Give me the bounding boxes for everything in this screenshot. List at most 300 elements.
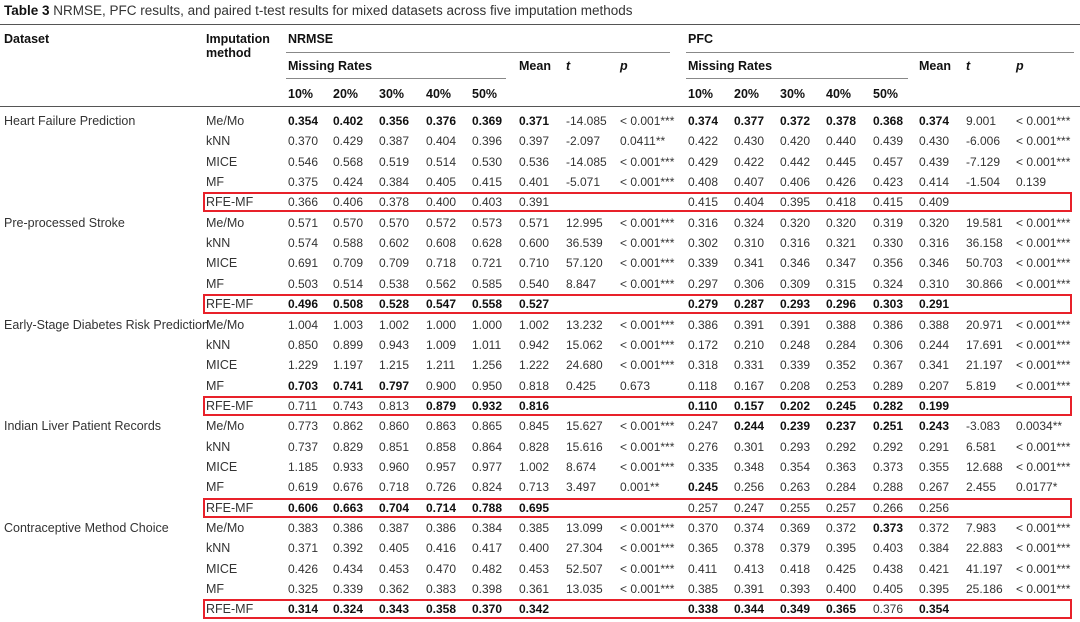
table-cell: 12.995 — [566, 215, 603, 230]
table-cell: 0.386 — [873, 317, 904, 332]
table-cell: 0.709 — [333, 256, 364, 271]
table-cell: 0.741 — [333, 378, 364, 393]
table-cell: 0.388 — [919, 317, 950, 332]
table-cell: < 0.001*** — [620, 459, 675, 474]
table-cell: 0.562 — [426, 276, 457, 291]
imputation-method: kNN — [206, 337, 231, 352]
table-cell: 0.354 — [919, 602, 950, 617]
missing-rate-header: 40% — [826, 87, 852, 101]
table-cell: 0.349 — [780, 602, 811, 617]
table-cell: 0.293 — [780, 439, 811, 454]
table-cell: 0.608 — [426, 236, 457, 251]
table-cell: 0.482 — [472, 561, 503, 576]
table-cell: < 0.001*** — [1016, 114, 1071, 128]
table-cell: 1.229 — [288, 358, 319, 373]
table-cell: < 0.001*** — [1016, 337, 1071, 352]
table-cell: 0.284 — [826, 480, 857, 495]
table-caption — [4, 3, 633, 18]
table-cell: 0.391 — [780, 317, 811, 332]
table-cell: 0.824 — [472, 480, 503, 495]
table-cell: 36.158 — [966, 236, 1003, 251]
table-cell: 22.883 — [966, 541, 1003, 556]
imputation-method: MF — [206, 480, 225, 495]
table-cell: 0.110 — [688, 398, 718, 413]
header-nrmse: NRMSE — [288, 32, 334, 46]
table-cell: 0.338 — [688, 602, 719, 617]
table-cell: 0.540 — [519, 276, 550, 291]
table-cell: 0.301 — [734, 439, 765, 454]
table-cell: 0.316 — [780, 236, 811, 251]
table-cell: 52.507 — [566, 561, 603, 576]
table-cell: 1.211 — [426, 358, 456, 373]
table-cell: 0.573 — [472, 215, 503, 230]
table-cell: 0.292 — [873, 439, 904, 454]
table-cell: 0.384 — [379, 175, 410, 190]
table-cell: 0.405 — [379, 541, 410, 556]
table-cell: < 0.001*** — [1016, 236, 1071, 251]
table-cell: 0.406 — [333, 195, 364, 210]
table-cell: 0.828 — [519, 439, 550, 454]
table-cell: 9.001 — [966, 114, 997, 128]
table-cell: 0.354 — [780, 459, 811, 474]
table-cell: 0.530 — [472, 154, 503, 169]
table-cell: 0.453 — [379, 561, 410, 576]
table-cell: 0.383 — [288, 521, 319, 535]
table-cell: 0.691 — [288, 256, 319, 271]
table-cell: 0.339 — [333, 582, 364, 597]
table-cell: 0.310 — [734, 236, 765, 251]
table-cell: 0.319 — [873, 215, 904, 230]
table-cell: 0.372 — [780, 114, 811, 128]
table-title: NRMSE, PFC results, and paired t-test results for mixed datasets across five imputation methods — [53, 3, 633, 18]
table-cell: < 0.001*** — [620, 561, 675, 576]
table-cell: 0.388 — [826, 317, 857, 332]
table-cell: 0.527 — [519, 297, 550, 312]
table-cell: 0.470 — [426, 561, 457, 576]
table-cell: 0.373 — [873, 459, 904, 474]
table-cell: 0.403 — [472, 195, 503, 210]
table-cell: < 0.001*** — [620, 582, 675, 597]
imputation-method: MF — [206, 378, 225, 393]
table-cell: < 0.001*** — [1016, 134, 1071, 149]
table-cell: 0.374 — [919, 114, 950, 128]
table-cell: 0.406 — [780, 175, 811, 190]
table-cell: 0.376 — [426, 114, 457, 128]
table-cell: 0.310 — [919, 276, 950, 291]
table-cell: 1.197 — [333, 358, 364, 373]
top-rule — [0, 24, 1080, 25]
table-cell: 0.425 — [566, 378, 597, 393]
table-cell: 0.244 — [734, 419, 765, 434]
table-cell: 17.691 — [966, 337, 1003, 352]
table-cell: 0.528 — [379, 297, 410, 312]
table-cell: 0.718 — [426, 256, 457, 271]
imputation-method: MICE — [206, 358, 238, 373]
table-cell: 0.318 — [688, 358, 719, 373]
table-cell: -5.071 — [566, 175, 601, 190]
header-mean-pfc: Mean — [919, 59, 951, 73]
table-cell: 0.316 — [919, 236, 950, 251]
table-cell: -1.504 — [966, 175, 1001, 190]
table-cell: 0.375 — [288, 175, 319, 190]
table-cell: 0.571 — [288, 215, 319, 230]
table-cell: 0.401 — [519, 175, 550, 190]
table-cell: < 0.001*** — [620, 337, 675, 352]
table-cell: < 0.001*** — [1016, 154, 1071, 169]
table-cell: 0.287 — [734, 297, 765, 312]
table-cell: < 0.001*** — [1016, 541, 1071, 556]
table-cell: 0.244 — [919, 337, 950, 352]
table-cell: 0.933 — [333, 459, 364, 474]
table-cell: 0.385 — [688, 582, 719, 597]
table-cell: 0.365 — [826, 602, 857, 617]
table-cell: 13.232 — [566, 317, 603, 332]
dataset-name: Early-Stage Diabetes Risk Prediction — [4, 317, 209, 332]
imputation-method: kNN — [206, 439, 231, 454]
table-cell: 0.977 — [472, 459, 503, 474]
table-cell: 50.703 — [966, 256, 1003, 271]
table-cell: 0.514 — [333, 276, 364, 291]
table-cell: < 0.001*** — [1016, 276, 1071, 291]
table-cell: 0.256 — [919, 500, 950, 515]
table-cell: 0.237 — [826, 419, 857, 434]
table-cell: 0.344 — [734, 602, 765, 617]
nrmse-rule — [286, 52, 670, 53]
table-cell: 0.960 — [379, 459, 410, 474]
table-cell: 0.851 — [379, 439, 410, 454]
table-cell: < 0.001*** — [1016, 582, 1071, 597]
table-cell: 0.376 — [873, 602, 904, 617]
table-cell: 0.118 — [688, 378, 718, 393]
table-cell: 12.688 — [966, 459, 1003, 474]
table-cell: 0.172 — [688, 337, 719, 352]
table-cell: 0.279 — [688, 297, 719, 312]
table-cell: 0.393 — [780, 582, 811, 597]
table-cell: 0.423 — [873, 175, 904, 190]
table-cell: 0.167 — [734, 378, 765, 393]
imputation-method: Me/Mo — [206, 521, 245, 535]
table-cell: 0.404 — [426, 134, 457, 149]
table-cell: 0.302 — [688, 236, 719, 251]
table-cell: 0.324 — [873, 276, 904, 291]
table-cell: 15.627 — [566, 419, 603, 434]
table-cell: 0.438 — [873, 561, 904, 576]
table-cell: 19.581 — [966, 215, 1003, 230]
table-cell: 7.983 — [966, 521, 997, 535]
table-cell: 0.816 — [519, 398, 550, 413]
table-cell: 0.414 — [919, 175, 950, 190]
table-cell: 0.585 — [472, 276, 503, 291]
table-cell: 0.404 — [734, 195, 765, 210]
table-cell: 0.442 — [780, 154, 811, 169]
table-cell: 0.257 — [826, 500, 857, 515]
table-cell: 0.400 — [426, 195, 457, 210]
table-cell: 0.243 — [919, 419, 950, 434]
table-cell: 0.324 — [333, 602, 364, 617]
table-cell: 0.400 — [519, 541, 550, 556]
table-cell: 0.306 — [734, 276, 765, 291]
imputation-method: kNN — [206, 134, 231, 149]
table-cell: < 0.001*** — [1016, 521, 1071, 535]
missing-rate-header: 30% — [379, 87, 405, 101]
table-cell: < 0.001*** — [1016, 459, 1071, 474]
table-cell: 0.367 — [873, 358, 904, 373]
table-cell: 0.157 — [734, 398, 765, 413]
table-cell: 0.710 — [519, 256, 550, 271]
table-cell: 0.737 — [288, 439, 319, 454]
table-cell: 0.001** — [620, 480, 660, 495]
table-cell: 0.320 — [919, 215, 950, 230]
table-cell: 0.0177* — [1016, 480, 1058, 495]
table-cell: 21.197 — [966, 358, 1003, 373]
table-cell: 0.663 — [333, 500, 364, 515]
table-cell: 0.348 — [734, 459, 765, 474]
highlight-box — [203, 599, 1072, 619]
table-cell: 0.943 — [379, 337, 410, 352]
table-cell: 0.405 — [426, 175, 457, 190]
table-cell: 0.247 — [688, 419, 719, 434]
table-cell: 30.866 — [966, 276, 1003, 291]
table-cell: 0.379 — [780, 541, 811, 556]
table-cell: 0.788 — [472, 500, 503, 515]
table-cell: 13.099 — [566, 521, 603, 535]
header-imputation-line1: Imputation — [206, 32, 270, 46]
missing-rate-header: 10% — [288, 87, 314, 101]
table-cell: -3.083 — [966, 419, 1001, 434]
table-cell: 0.325 — [288, 582, 319, 597]
table-cell: 0.714 — [426, 500, 457, 515]
table-cell: 0.574 — [288, 236, 319, 251]
table-cell: -14.085 — [566, 154, 607, 169]
table-cell: 0.445 — [826, 154, 857, 169]
table-cell: 0.879 — [426, 398, 457, 413]
table-cell: 0.415 — [688, 195, 719, 210]
table-cell: < 0.001*** — [620, 358, 675, 373]
table-cell: 0.306 — [873, 337, 904, 352]
table-cell: 0.718 — [379, 480, 410, 495]
imputation-method: Me/Mo — [206, 215, 245, 230]
table-cell: 0.356 — [873, 256, 904, 271]
table-cell: 0.407 — [734, 175, 765, 190]
imputation-method: kNN — [206, 541, 231, 556]
table-cell: 1.002 — [519, 317, 550, 332]
table-cell: 0.417 — [472, 541, 503, 556]
table-cell: 0.339 — [688, 256, 719, 271]
table-cell: 0.402 — [333, 114, 364, 128]
table-cell: 0.865 — [472, 419, 503, 434]
table-cell: 0.453 — [519, 561, 550, 576]
table-cell: 0.391 — [519, 195, 550, 210]
table-cell: 0.418 — [780, 561, 811, 576]
table-cell: -6.006 — [966, 134, 1001, 149]
table-cell: 0.829 — [333, 439, 364, 454]
table-cell: 0.864 — [472, 439, 503, 454]
table-cell: 0.366 — [288, 195, 319, 210]
table-cell: 0.496 — [288, 297, 319, 312]
table-cell: 0.395 — [780, 195, 811, 210]
table-cell: 0.743 — [333, 398, 364, 413]
table-cell: 0.421 — [919, 561, 950, 576]
table-cell: 0.139 — [1016, 175, 1047, 190]
table-cell: < 0.001*** — [1016, 561, 1071, 576]
table-cell: 0.397 — [519, 134, 550, 149]
table-cell: 8.674 — [566, 459, 597, 474]
table-cell: 1.222 — [519, 358, 550, 373]
table-cell: 0.256 — [734, 480, 765, 495]
table-cell: 13.035 — [566, 582, 603, 597]
table-cell: 0.245 — [826, 398, 857, 413]
table-cell: 0.385 — [519, 521, 550, 535]
missing-rate-header: 40% — [426, 87, 452, 101]
table-cell: 0.320 — [826, 215, 857, 230]
table-cell: 0.932 — [472, 398, 503, 413]
table-cell: 0.899 — [333, 337, 364, 352]
table-cell: 0.703 — [288, 378, 319, 393]
table-cell: 0.396 — [472, 134, 503, 149]
header-p-pfc: p — [1016, 59, 1024, 73]
table-cell: 0.439 — [919, 154, 950, 169]
imputation-method: RFE-MF — [206, 195, 254, 210]
table-cell: 57.120 — [566, 256, 603, 271]
table-cell: 0.282 — [873, 398, 904, 413]
table-cell: < 0.001*** — [620, 521, 675, 535]
dataset-name: Contraceptive Method Choice — [4, 521, 169, 535]
table-cell: < 0.001*** — [620, 256, 675, 271]
missing-rate-header: 10% — [688, 87, 714, 101]
table-cell: 0.860 — [379, 419, 410, 434]
imputation-method: MICE — [206, 256, 238, 271]
table-cell: 0.429 — [333, 134, 364, 149]
header-pfc: PFC — [688, 32, 713, 46]
imputation-method: MF — [206, 582, 225, 597]
imputation-method: MF — [206, 276, 225, 291]
table-cell: 0.296 — [826, 297, 857, 312]
rates-rule-nrmse — [286, 78, 506, 79]
table-cell: 0.602 — [379, 236, 410, 251]
table-cell: 1.185 — [288, 459, 319, 474]
table-cell: 0.862 — [333, 419, 364, 434]
table-cell: 0.248 — [780, 337, 811, 352]
table-cell: 0.370 — [288, 134, 319, 149]
table-cell: 0.293 — [780, 297, 811, 312]
table-cell: 1.011 — [472, 337, 502, 352]
table-cell: 0.210 — [734, 337, 765, 352]
table-cell: 0.297 — [688, 276, 719, 291]
table-cell: 0.695 — [519, 500, 550, 515]
table-cell: 0.331 — [734, 358, 765, 373]
table-cell: 0.309 — [780, 276, 811, 291]
table-cell: -2.097 — [566, 134, 601, 149]
table-cell: 0.536 — [519, 154, 550, 169]
table-cell: 0.418 — [826, 195, 857, 210]
table-cell: 0.362 — [379, 582, 410, 597]
table-cell: 0.371 — [519, 114, 550, 128]
table-cell: 0.321 — [826, 236, 857, 251]
table-cell: 0.726 — [426, 480, 457, 495]
table-cell: 0.600 — [519, 236, 550, 251]
table-cell: 0.413 — [734, 561, 765, 576]
table-cell: 0.547 — [426, 297, 457, 312]
table-cell: 0.395 — [919, 582, 950, 597]
table-cell: 0.251 — [873, 419, 904, 434]
table-cell: 0.571 — [519, 215, 550, 230]
table-cell: 0.411 — [688, 561, 718, 576]
table-cell: 1.215 — [379, 358, 410, 373]
table-cell: 0.0034** — [1016, 419, 1063, 434]
table-cell: 0.355 — [919, 459, 950, 474]
table-cell: 0.409 — [919, 195, 950, 210]
table-cell: 0.403 — [873, 541, 904, 556]
table-cell: 1.003 — [333, 317, 364, 332]
table-cell: 0.369 — [780, 521, 811, 535]
missing-rate-header: 50% — [472, 87, 498, 101]
table-cell: -7.129 — [966, 154, 1001, 169]
table-cell: 0.372 — [826, 521, 857, 535]
table-cell: 0.440 — [826, 134, 857, 149]
table-cell: 3.497 — [566, 480, 597, 495]
table-cell: 0.202 — [780, 398, 811, 413]
table-cell: 0.405 — [873, 582, 904, 597]
table-cell: 0.341 — [734, 256, 765, 271]
table-cell: 1.000 — [472, 317, 503, 332]
header-bottom-rule — [0, 106, 1080, 107]
table-cell: 0.797 — [379, 378, 410, 393]
table-cell: 0.352 — [826, 358, 857, 373]
table-cell: 2.455 — [966, 480, 997, 495]
table-cell: 0.415 — [873, 195, 904, 210]
missing-rate-header: 20% — [333, 87, 359, 101]
table-cell: 0.266 — [873, 500, 904, 515]
table-cell: 0.386 — [333, 521, 364, 535]
table-cell: 0.358 — [426, 602, 457, 617]
table-cell: 0.558 — [472, 297, 503, 312]
header-p-nrmse: p — [620, 59, 628, 73]
table-cell: 0.199 — [919, 398, 950, 413]
imputation-method: Me/Mo — [206, 317, 245, 332]
table-cell: 1.256 — [472, 358, 503, 373]
imputation-method: MF — [206, 175, 225, 190]
imputation-method: RFE-MF — [206, 602, 254, 617]
table-cell: 0.519 — [379, 154, 410, 169]
table-cell: < 0.001*** — [620, 154, 675, 169]
table-cell: 0.426 — [288, 561, 319, 576]
table-cell: 0.818 — [519, 378, 550, 393]
table-label: Table 3 — [4, 3, 50, 18]
table-cell: < 0.001*** — [1016, 439, 1071, 454]
header-dataset: Dataset — [4, 32, 50, 46]
header-imputation-line2: method — [206, 46, 252, 60]
table-cell: 0.253 — [826, 378, 857, 393]
table-cell: < 0.001*** — [620, 175, 675, 190]
table-cell: 0.546 — [288, 154, 319, 169]
table-cell: < 0.001*** — [1016, 378, 1071, 393]
imputation-method: Me/Mo — [206, 114, 245, 128]
missing-rate-header: 20% — [734, 87, 760, 101]
table-cell: 0.343 — [379, 602, 410, 617]
table-cell: 0.434 — [333, 561, 364, 576]
table-cell: 15.616 — [566, 439, 603, 454]
table-cell: 0.335 — [688, 459, 719, 474]
table-cell: 0.386 — [426, 521, 457, 535]
table-cell: 0.291 — [919, 439, 950, 454]
table-cell: 27.304 — [566, 541, 603, 556]
table-cell: 0.391 — [734, 317, 765, 332]
table-cell: 0.709 — [379, 256, 410, 271]
imputation-method: Me/Mo — [206, 419, 245, 434]
header-t-nrmse: t — [566, 59, 571, 73]
table-cell: 0.245 — [688, 480, 719, 495]
table-cell: 1.004 — [288, 317, 319, 332]
